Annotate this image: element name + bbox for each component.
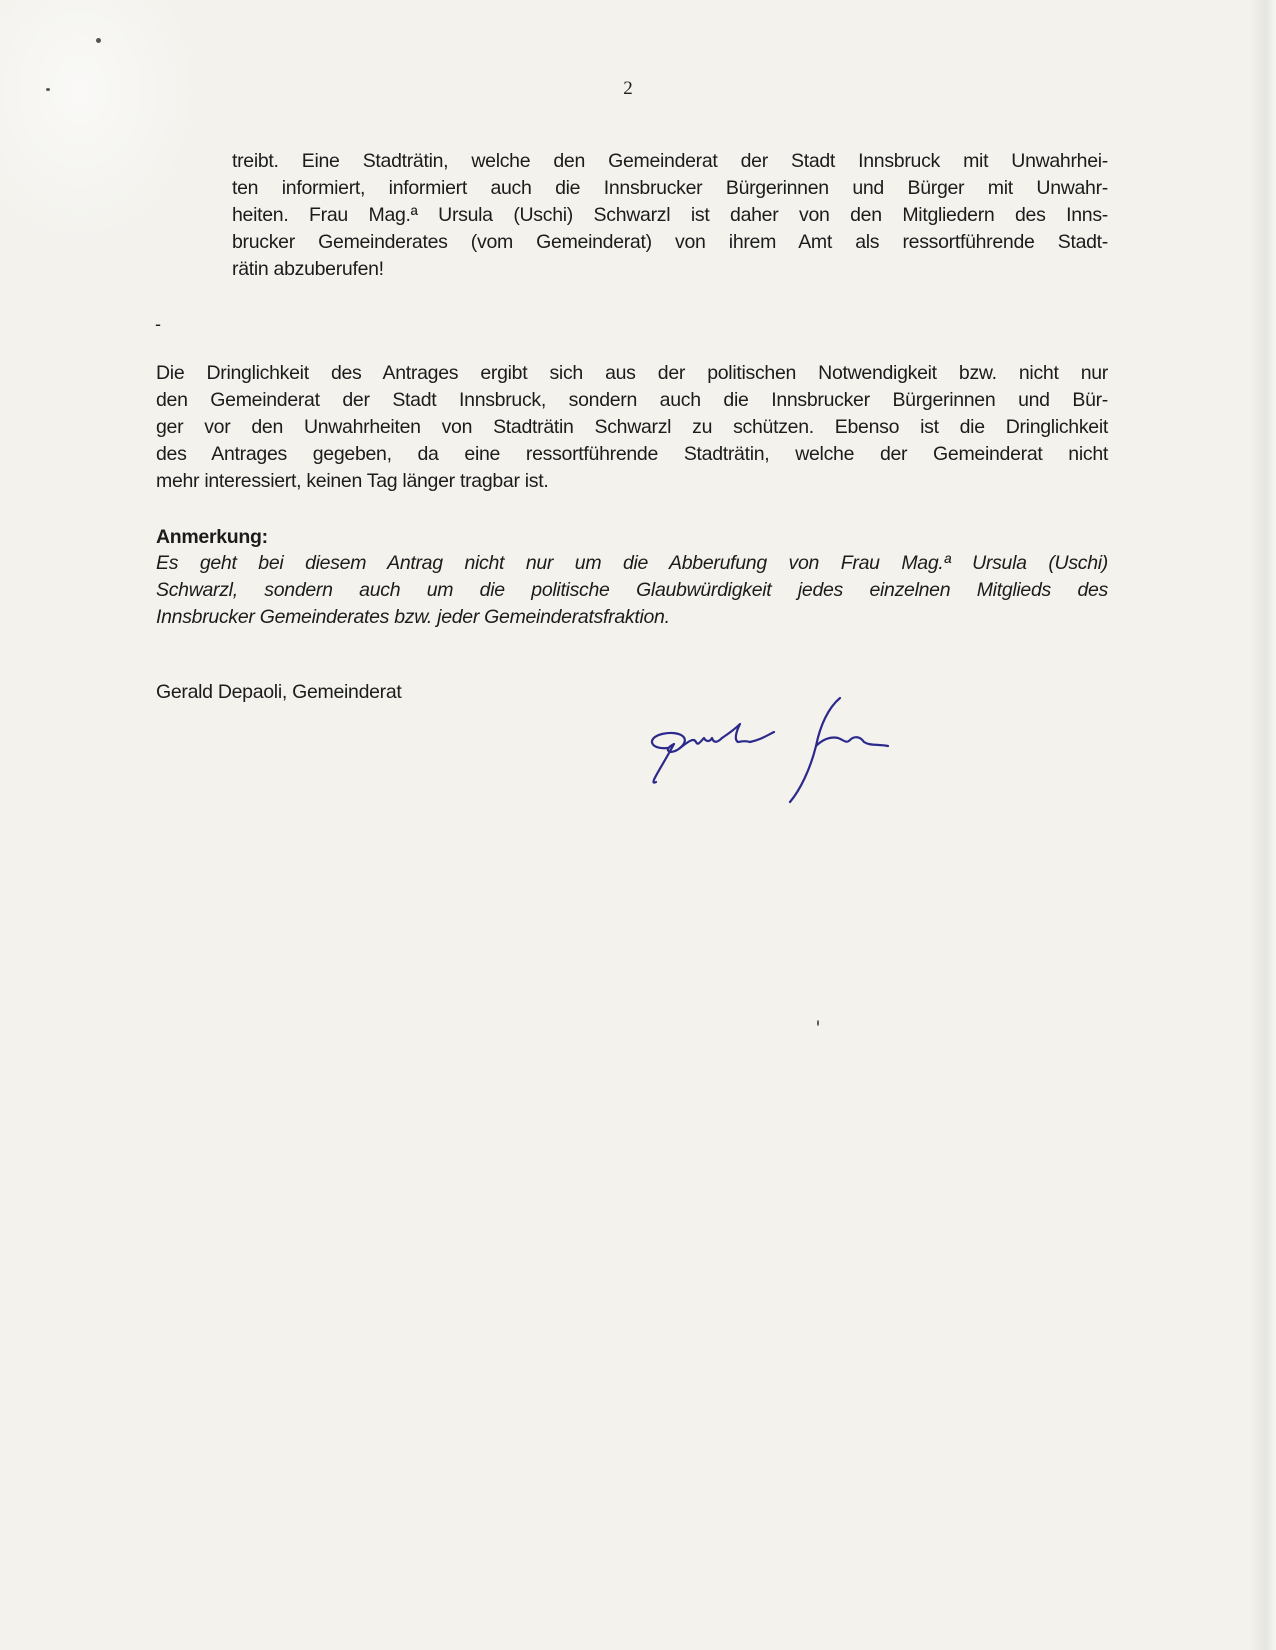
text-line: Innsbrucker Gemeinderates bzw. jeder Gemeinderatsfraktion. bbox=[156, 606, 670, 628]
text-line: ger vor den Unwahrheiten von Stadträtin Schwarzl zu schützen. Ebenso ist die Dringlichkeit bbox=[156, 416, 1108, 438]
text-line: Die Dringlichkeit des Antrages ergibt sich aus der politischen Notwendigkeit bzw. nicht nur bbox=[156, 362, 1108, 384]
page-number: 2 bbox=[623, 78, 633, 99]
scan-speck bbox=[817, 1020, 819, 1026]
text-line: Schwarzl, sondern auch um die politische Glaubwürdigkeit jedes einzelnen Mitglieds des bbox=[156, 579, 1108, 601]
text-line: rätin abzuberufen! bbox=[232, 258, 384, 280]
scan-speck bbox=[46, 88, 50, 91]
scan-speck bbox=[96, 38, 101, 43]
paragraph-motion-conclusion bbox=[232, 148, 1108, 283]
text-line: den Gemeinderat der Stadt Innsbruck, sondern auch die Innsbrucker Bürgerinnen und Bür- bbox=[156, 389, 1108, 411]
separator-dash: - bbox=[155, 314, 161, 334]
handwritten-signature bbox=[640, 690, 970, 820]
note-heading: Anmerkung: bbox=[156, 526, 268, 548]
text-line: treibt. Eine Stadträtin, welche den Gemeinderat der Stadt Innsbruck mit Unwahrhei- bbox=[232, 150, 1108, 172]
text-line: ten informiert, informiert auch die Innsbrucker Bürgerinnen und Bürger mit Unwahr- bbox=[232, 177, 1108, 199]
text-line: brucker Gemeinderates (vom Gemeinderat) von ihrem Amt als ressortführende Stadt- bbox=[232, 231, 1108, 253]
paragraph-urgency bbox=[156, 360, 1108, 495]
note-text bbox=[156, 550, 1108, 631]
text-line: heiten. Frau Mag.ª Ursula (Uschi) Schwarzl ist daher von den Mitgliedern des Inns- bbox=[232, 204, 1108, 226]
text-line: Es geht bei diesem Antrag nicht nur um die Abberufung von Frau Mag.ª Ursula (Uschi) bbox=[156, 552, 1108, 574]
text-line: des Antrages gegeben, da eine ressortführende Stadträtin, welche der Gemeinderat nicht bbox=[156, 443, 1108, 465]
page-edge-shadow bbox=[1250, 0, 1276, 1650]
signatory-name: Gerald Depaoli, Gemeinderat bbox=[156, 681, 402, 703]
text-line: mehr interessiert, keinen Tag länger tragbar ist. bbox=[156, 470, 549, 492]
